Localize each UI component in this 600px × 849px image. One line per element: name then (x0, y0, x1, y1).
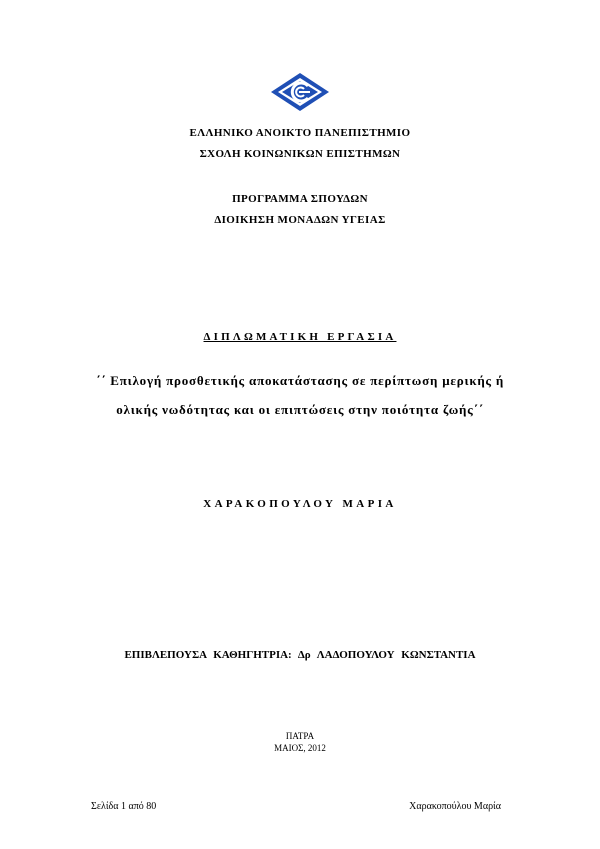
date: ΜΑΙΟΣ, 2012 (274, 743, 326, 753)
supervisor-line: ΕΠΙΒΛΕΠΟΥΣΑ ΚΑΘΗΓΗΤΡΙΑ: Δρ ΛΑΔΟΠΟΥΛΟΥ ΚΩΝΣΤΑΝΤΙΑ (124, 649, 476, 661)
university-logo (270, 72, 330, 112)
program-name: ΔΙΟΙΚΗΣΗ ΜΟΝΑΔΩΝ ΥΓΕΙΑΣ (214, 214, 386, 226)
program-label: ΠΡΟΓΡΑΜΜΑ ΣΠΟΥΔΩΝ (232, 193, 368, 205)
city: ΠΑΤΡΑ (285, 731, 315, 741)
thesis-title-line-1: ΄΄ Επιλογή προσθετικής αποκατάστασης σε περίπτωση μερικής ή (95, 373, 505, 388)
thesis-label: ΔΙΠΛΩΜΑΤΙΚΗ ΕΡΓΑΣΙΑ (203, 331, 397, 343)
page-number: Σελίδα 1 από 80 (91, 801, 157, 812)
footer-author: Χαρακοπούλου Μαρία (409, 801, 501, 812)
thesis-title-line-2: ολικής νωδότητας και οι επιπτώσεις στην ποιότητα ζωής΄΄ (116, 402, 484, 417)
university-name: ΕΛΛΗΝΙΚΟ ΑΝΟΙΚΤΟ ΠΑΝΕΠΙΣΤΗΜΙΟ (189, 127, 411, 139)
school-name: ΣΧΟΛΗ ΚΟΙΝΩΝΙΚΩΝ ΕΠΙΣΤΗΜΩΝ (199, 148, 401, 160)
author-name: ΧΑΡΑΚΟΠΟΥΛΟΥ ΜΑΡΙΑ (203, 498, 397, 510)
